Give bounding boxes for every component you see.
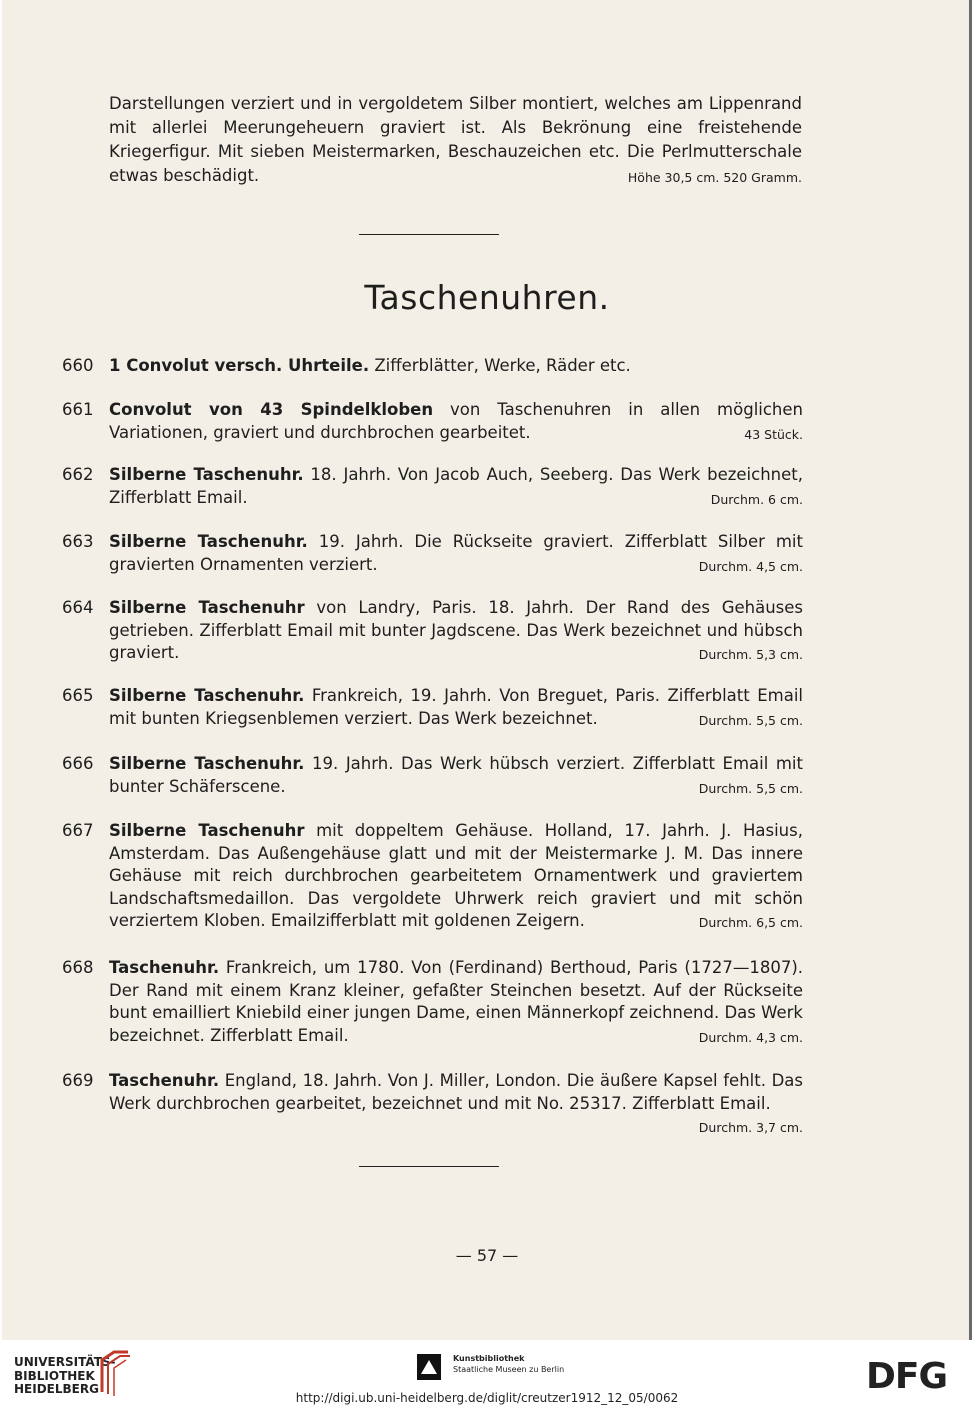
page-number: — 57 —	[455, 1246, 519, 1265]
kunstbibliothek-logo-icon	[417, 1354, 441, 1380]
catalog-entry	[62, 531, 803, 578]
entry-heading: Silberne Taschenuhr	[109, 821, 305, 840]
catalog-entry	[62, 957, 803, 1049]
entry-heading: Convolut von 43 Spindelkloben	[109, 400, 434, 419]
entry-body: von Landry, Paris. 18. Jahrh. Der Rand des Gehäuses getrieben. Zifferblatt Email mit bunter Jagdscene. Das Werk bezeichnet und hübsch graviert.	[109, 598, 803, 662]
entry-number: 661	[62, 400, 94, 419]
entry-measure: Durchm. 6,5 cm.	[698, 915, 803, 930]
entry-body: 18. Jahrh. Von Jacob Auch, Seeberg. Das Werk bezeichnet, Zifferblatt Email.	[109, 465, 803, 507]
entry-body: Zifferblätter, Werke, Räder etc.	[369, 356, 631, 375]
entry-body: 19. Jahrh. Die Rückseite graviert. Zifferblatt Silber mit gravierten Ornamenten verziert.	[109, 532, 803, 574]
museum-label	[453, 1353, 564, 1375]
entry-heading: Silberne Taschenuhr.	[109, 754, 305, 773]
entry-measure: Durchm. 3,7 cm.	[698, 1120, 803, 1135]
entry-heading: Taschenuhr.	[109, 1071, 220, 1090]
museum-subtitle: Staatliche Museen zu Berlin	[453, 1365, 565, 1374]
entry-number: 663	[62, 532, 94, 551]
entry-measure: 43 Stück.	[744, 426, 803, 442]
entry-body: Frankreich, um 1780. Von (Ferdinand) Berthoud, Paris (1727—1807). Der Rand mit einem Kranz kleiner, gefaßter Steinchen besetzt. Auf der Rückseite bunt emailliert Kniebild einer jungen Dame, einen Männerkopf zeichnend. Das Werk bezeichnet. Zifferblatt Email.	[109, 958, 803, 1045]
entry-number: 667	[62, 821, 94, 840]
museum-name: Kunstbibliothek	[453, 1354, 525, 1363]
source-url[interactable]: http://digi.ub.uni-heidelberg.de/diglit/creutzer1912_12_05/0062	[295, 1391, 679, 1405]
section-title: Taschenuhren.	[364, 278, 610, 317]
intro-text: Darstellungen verziert und in vergoldetem Silber montiert, welches am Lippenrand mit allerlei Meerungeheuern graviert ist. Als Bekrönung eine freistehende Kriegerfigur. Mit sieben Meistermarken, Beschauzeichen etc. Die Perlmutterschale etwas beschädigt.	[109, 94, 802, 185]
catalog-entry	[62, 355, 803, 378]
entry-number: 660	[62, 356, 94, 375]
entry-body: 19. Jahrh. Das Werk hübsch verziert. Zifferblatt Email mit bunter Schäferscene.	[109, 754, 803, 796]
catalog-entry	[62, 1070, 803, 1140]
entry-number: 669	[62, 1071, 94, 1090]
entry-heading: Silberne Taschenuhr	[109, 598, 305, 617]
dfg-logo: DFG	[866, 1356, 948, 1397]
entry-measure: Durchm. 4,3 cm.	[698, 1029, 803, 1045]
entry-body: von Taschenuhren in allen möglichen Variationen, graviert und durchbrochen gearbeitet.	[109, 400, 804, 442]
catalog-entry	[62, 399, 803, 446]
university-line: BIBLIOTHEK	[14, 1368, 95, 1383]
catalog-entry	[62, 753, 803, 800]
entry-heading: Silberne Taschenuhr.	[109, 532, 308, 551]
entry-number: 668	[62, 958, 94, 977]
entry-measure: Durchm. 5,5 cm.	[698, 780, 803, 796]
entry-measure: Durchm. 5,3 cm.	[698, 647, 803, 662]
divider-bottom	[359, 1166, 499, 1167]
entry-heading: Taschenuhr.	[109, 958, 220, 977]
entry-measure: Durchm. 6 cm.	[710, 491, 803, 507]
catalog-entry	[62, 597, 803, 667]
intro-measure: Höhe 30,5 cm. 520 Gramm.	[627, 170, 802, 185]
catalog-entry	[62, 685, 803, 732]
catalog-entry	[62, 464, 803, 511]
entry-heading: Silberne Taschenuhr.	[109, 465, 304, 484]
entry-body: mit doppeltem Gehäuse. Holland, 17. Jahrh. J. Hasius, Amsterdam. Das Außengehäuse glatt und mit der Meistermarke J. M. Das innere Gehäuse mit reich durchbrochen gearbeitetem Ornamentwerk und graviertem Landschaftsmedaillon. Das vergoldete Uhrwerk reich graviert und mit schön verziertem Kloben. Emailzifferblatt mit goldenen Zeigern.	[109, 821, 803, 930]
catalog-entry	[62, 820, 803, 935]
entry-body: England, 18. Jahrh. Von J. Miller, London. Die äußere Kapsel fehlt. Das Werk durchbrochen gearbeitet, bezeichnet und mit No. 25317. Zifferblatt Email.	[109, 1071, 803, 1113]
entry-heading: Silberne Taschenuhr.	[109, 686, 305, 705]
entry-number: 666	[62, 754, 94, 773]
divider-top	[359, 234, 499, 235]
entry-measure: Durchm. 5,5 cm.	[698, 712, 803, 728]
university-line: HEIDELBERG	[14, 1382, 99, 1396]
entry-number: 662	[62, 465, 94, 484]
university-line: UNIVERSITÄTS-	[14, 1355, 116, 1369]
entry-number: 664	[62, 598, 94, 617]
footer-bar	[0, 1340, 974, 1410]
intro-paragraph	[109, 92, 802, 190]
entry-heading: 1 Convolut versch. Uhrteile.	[109, 356, 370, 375]
scanned-page	[2, 0, 972, 1340]
entry-measure: Durchm. 4,5 cm.	[698, 558, 803, 574]
entry-number: 665	[62, 686, 94, 705]
entry-body: Frankreich, 19. Jahrh. Von Breguet, Paris. Zifferblatt Email mit bunten Kriegsenblemen verziert. Das Werk bezeichnet.	[109, 686, 803, 728]
